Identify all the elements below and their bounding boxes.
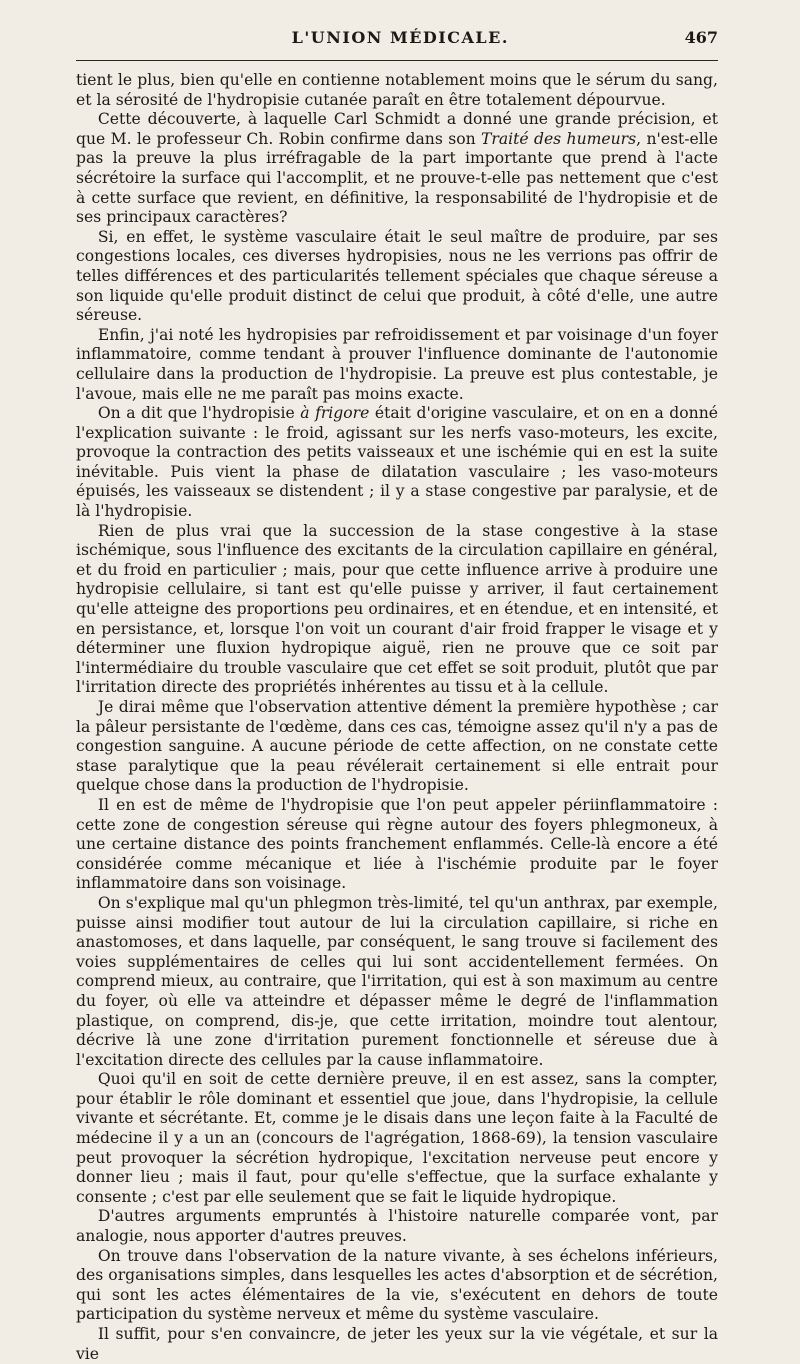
article-body xyxy=(76,71,718,1364)
paragraph: D'autres arguments empruntés à l'histoire naturelle comparée vont, par analogie, nous apporter d'autres preuves. xyxy=(76,1207,718,1246)
paragraph: tient le plus, bien qu'elle en contienne notablement moins que le sérum du sang, et la sérosité de l'hydropisie cutanée paraît en être totalement dépourvue. xyxy=(76,71,718,109)
running-header xyxy=(76,28,718,61)
paragraph: Enfin, j'ai noté les hydropisies par refroidissement et par voisinage d'un foyer inflammatoire, comme tendant à prouver l'influence dominante de l'autonomie cellulaire dans la production de l'hydropisie. La preuve est plus contestable, je l'avoue, mais elle ne me paraît pas moins exacte. xyxy=(76,325,718,403)
paragraph: Il suffit, pour s'en convaincre, de jeter les yeux sur la vie végétale, et sur la vie xyxy=(76,1325,718,1363)
journal-title: L'UNION MÉDICALE. xyxy=(291,28,509,47)
italic-phrase: Traité des humeurs xyxy=(480,129,637,148)
paragraph: Je dirai même que l'observation attentive dément la première hypothèse ; car la pâleur persistante de l'œdème, dans ces cas, témoigne assez qu'il n'y a pas de congestion sanguine. A aucune période de cette affection, on ne constate cette stase paralytique que la peau révélerait certainement si elle entrait pour quelque chose dans la production de l'hydropisie. xyxy=(76,698,718,795)
paragraph: On s'explique mal qu'un phlegmon très-limité, tel qu'un anthrax, par exemple, puisse ainsi modifier tout autour de lui la circulation capillaire, si riche en anastomoses, et dans laquelle, par conséquent, le sang trouve si facilement des voies supplémentaires de celles qui lui sont accidentellement fermées. On comprend mieux, au contraire, que l'irritation, qui est à son maximum au centre du foyer, où elle va atteindre et dépasser même le degré de l'inflammation plastique, on comprend, dis-je, que cette irritation, moindre tout alentour, décrive là une zone d'irritation purement fonctionnelle et séreuse due à l'excitation directe des cellules par la cause inflammatoire. xyxy=(76,893,718,1069)
paragraph: Il en est de même de l'hydropisie que l'on peut appeler périinflammatoire : cette zone de congestion séreuse qui règne autour des foyers phlegmoneux, à une certaine distance des points franchement enflammés. Celle-là encore a été considérée comme mécanique et liée à l'ischémie produite par le foyer inflammatoire dans son voisinage. xyxy=(76,795,718,893)
paragraph: On a dit que l'hydropisie à frigore était d'origine vasculaire, et on en a donné l'explication suivante : le froid, agissant sur les nerfs vaso-moteurs, les excite, provoque la contraction des petits vaisseaux et une ischémie qui en est la suite inévitable. Puis vient la phase de dilatation vasculaire ; les vaso-moteurs épuisés, les vaisseaux se distendent ; il y a stase congestive par paralysie, et de là l'hydropisie. xyxy=(76,404,718,521)
paragraph: Si, en effet, le système vasculaire était le seul maître de produire, par ses congestions locales, ces diverses hydropisies, nous ne les verrions pas offrir de telles différences et des particularités tellement spéciales que chaque séreuse a son liquide qu'elle produit distinct de celui que produit, à côté d'elle, une autre séreuse. xyxy=(76,227,718,325)
paragraph: Rien de plus vrai que la succession de la stase congestive à la stase ischémique, sous l'influence des excitants de la circulation capillaire en général, et du froid en particulier ; mais, pour que cette influence arrive à produire une hydropisie cellulaire, si tant est qu'elle puisse y arriver, il faut certainement qu'elle atteigne des proportions peu ordinaires, et en étendue, et en intensité, et en persistance, et, lorsque l'on voit un courant d'air froid frapper le visage et y déterminer une fluxion hydropique aiguë, rien ne prouve que ce soit par l'intermédiaire du trouble vasculaire que cet effet se soit produit, plutôt que par l'irritation directe des propriétés inhérentes au tissu et à la cellule. xyxy=(76,521,718,697)
paragraph: On trouve dans l'observation de la nature vivante, à ses échelons inférieurs, des organisations simples, dans lesquelles les actes d'absorption et de sécrétion, qui sont les actes élémentaires de la vie, s'exécutent en dehors de toute participation du système nerveux et même du système vasculaire. xyxy=(76,1246,718,1324)
paragraph: Quoi qu'il en soit de cette dernière preuve, il en est assez, sans la compter, pour établir le rôle dominant et essentiel que joue, dans l'hydropisie, la cellule vivante et sécrétante. Et, comme je le disais dans une leçon faite à la Faculté de médecine il y a un an (concours de l'agrégation, 1868-69), la tension vasculaire peut provoquer la sécrétion hydropique, l'excitation nerveuse peut encore y donner lieu ; mais il faut, pour qu'elle s'effectue, que la surface exhalante y consente ; c'est par elle seulement que se fait le liquide hydropique. xyxy=(76,1070,718,1206)
page-number: 467 xyxy=(684,28,718,47)
paragraph: Cette découverte, à laquelle Carl Schmidt a donné une grande précision, et que M. le professeur Ch. Robin confirme dans son Traité des humeurs, n'est-elle pas la preuve la plus irréfragable de la part importante que prend à l'acte sécrétoire la surface qui l'accomplit, et ne prouve-t-elle pas nettement que c'est à cette surface que revient, en définitive, la responsabilité de l'hydropisie et de ses principaux caractères? xyxy=(76,110,718,227)
italic-phrase: à frigore xyxy=(300,404,370,423)
